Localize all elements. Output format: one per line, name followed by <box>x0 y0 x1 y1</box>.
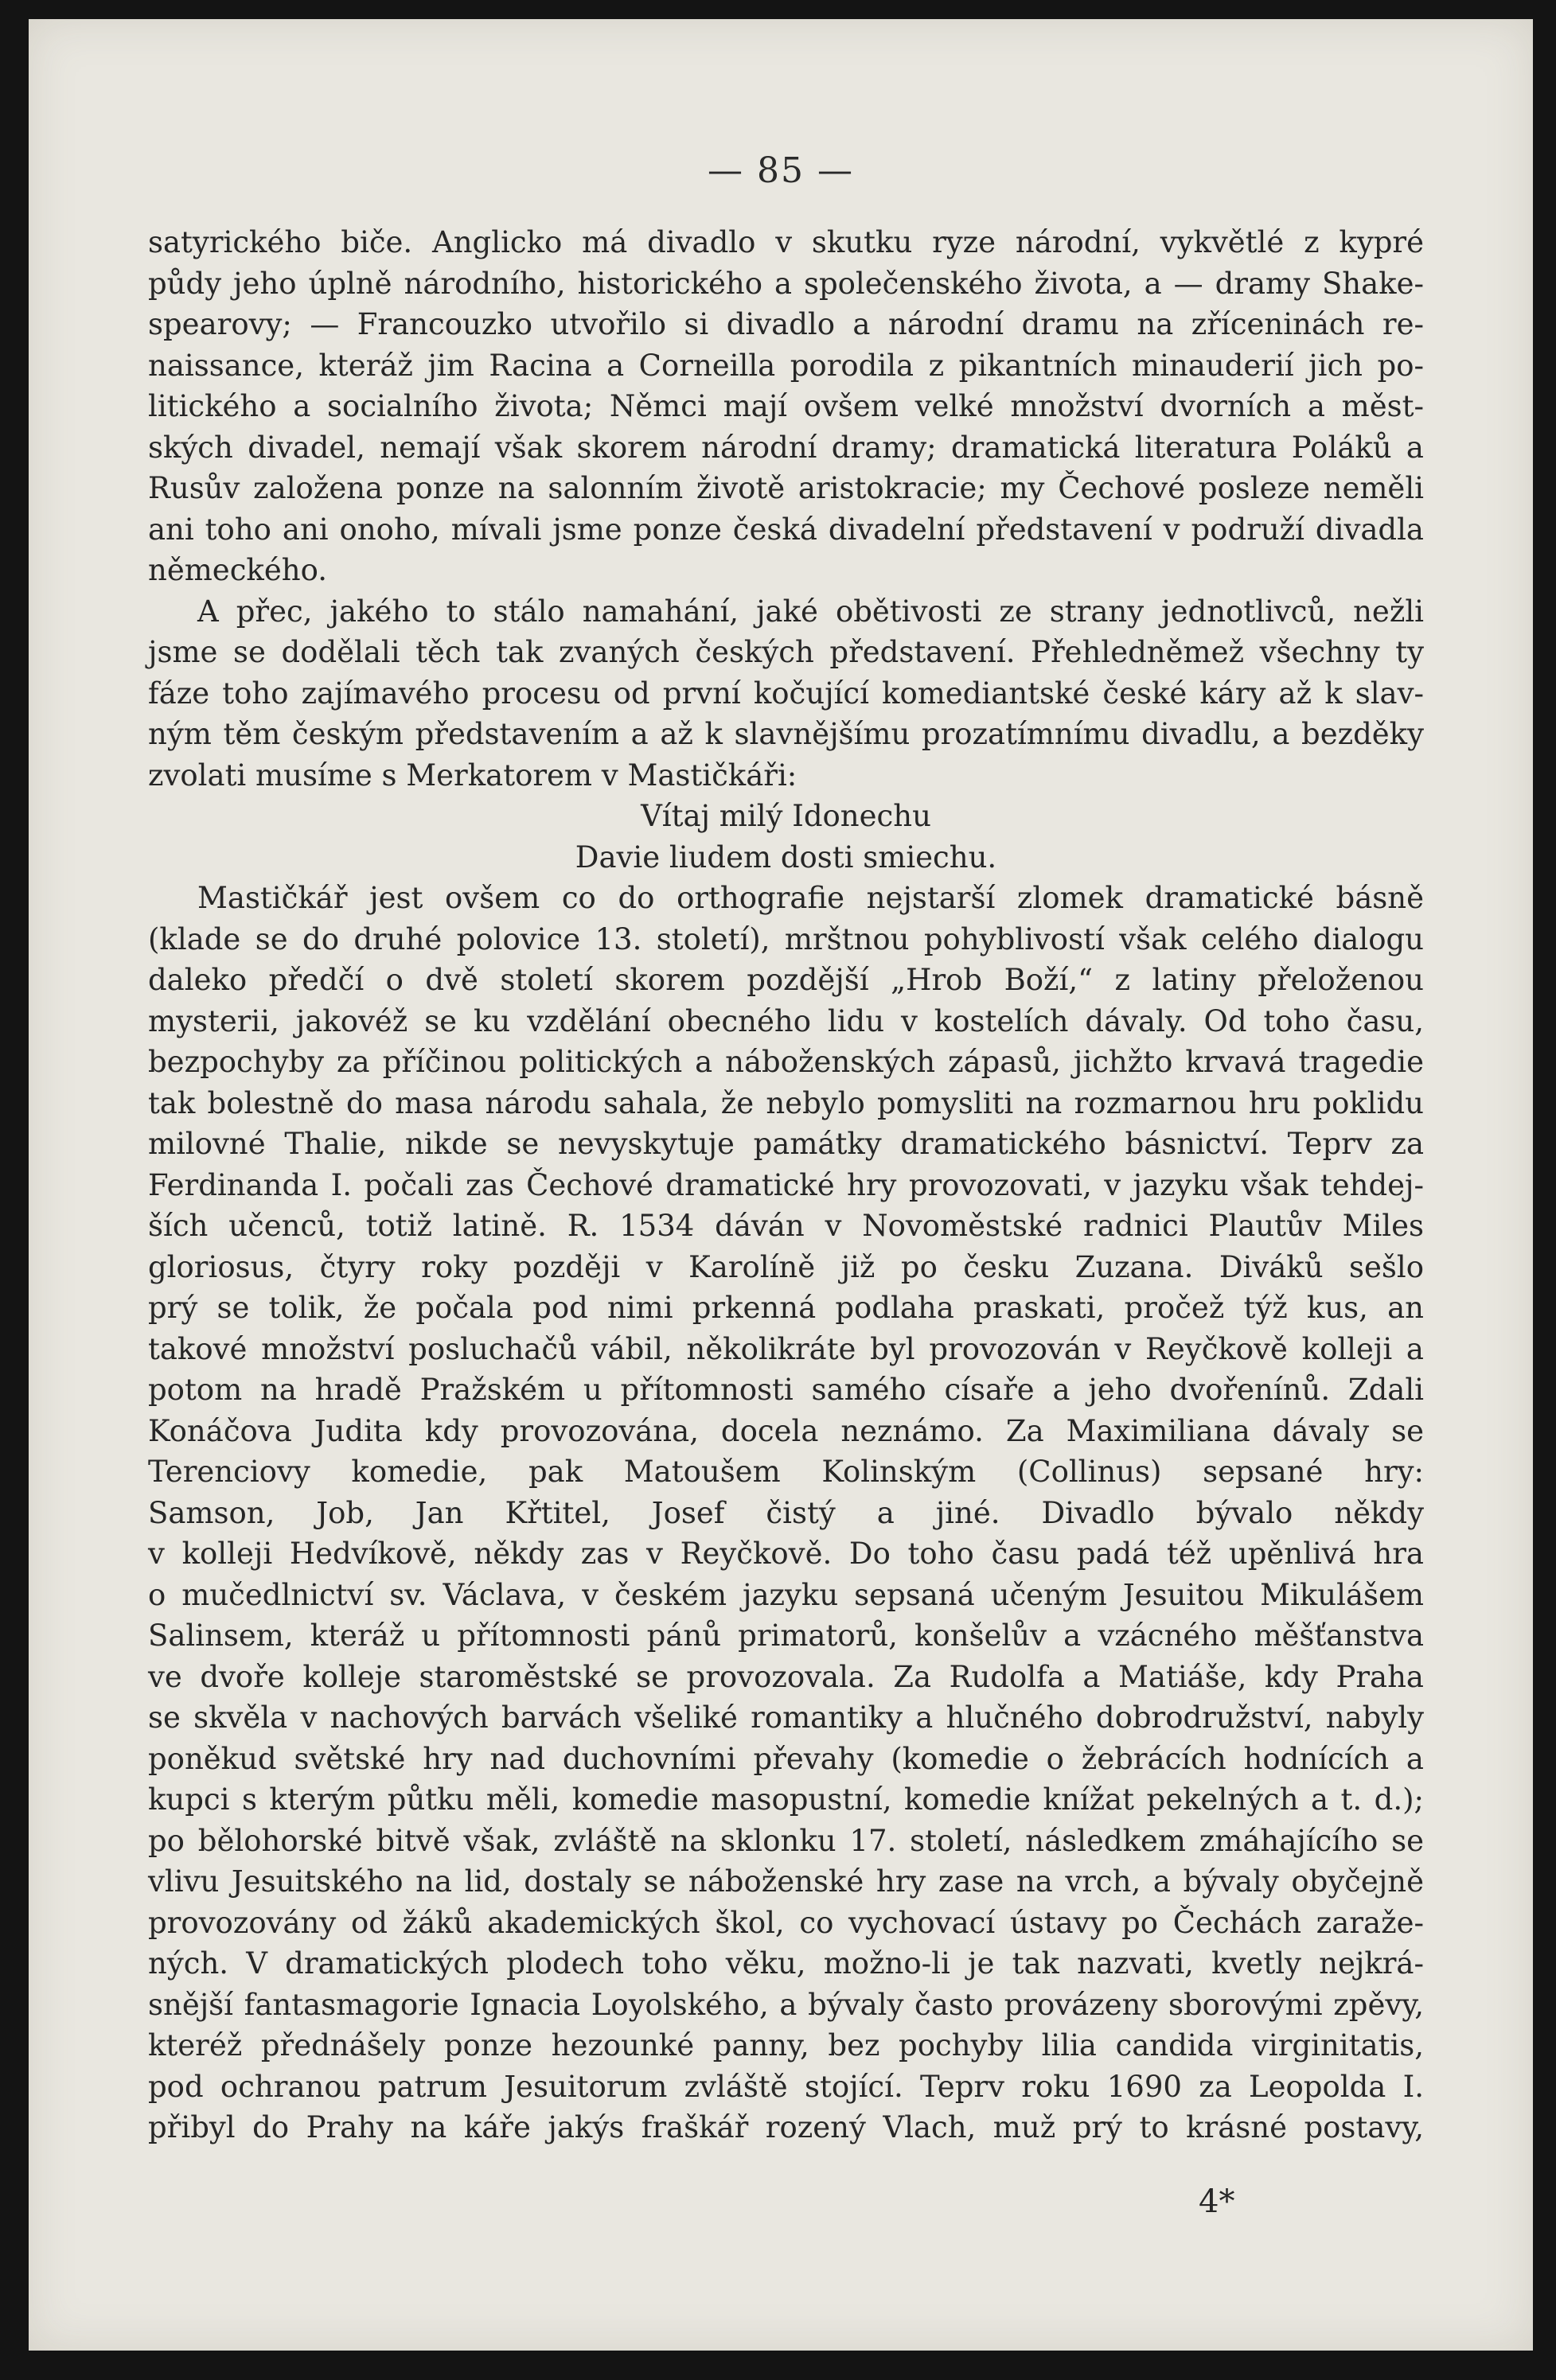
text-line-7: Rusův založena ponze na salonním životě aristokracie; my Čechové posleze neměli <box>148 471 1424 505</box>
text-line-18: (klade se do druhé polovice 13. století), mrštnou pohyblivostí však celého dialogu <box>148 921 1424 956</box>
text-line-47: přibyl do Prahy na káře jakýs fraškář rozený Vlach, muž prý to krásné postavy, <box>148 2110 1424 2144</box>
text-line-22: tak bolestně do masa národu sahala, že nebylo pomysliti na rozmarnou hru poklidu <box>148 1085 1424 1120</box>
running-head: — 85 — <box>708 150 854 191</box>
text-line-10: A přec, jakého to stálo namahání, jaké obětivosti ze strany jednotlivců, nežli <box>197 594 1424 629</box>
text-line-19: daleko předčí o dvě století skorem pozdější „Hrob Boží,“ z latiny přeloženou <box>148 963 1424 997</box>
text-line-12: fáze toho zajímavého procesu od první kočující komediantské české káry až k slav- <box>148 676 1424 711</box>
text-line-14: zvolati musíme s Merkatorem v Mastičkáři: <box>148 758 797 793</box>
text-line-3: spearovy; — Francouzko utvořilo si divadlo a národní dramu na zříceninách re- <box>148 307 1424 341</box>
text-line-25: ších učenců, totiž latině. R. 1534 dáván v Novoměstské radnici Plautův Miles <box>148 1209 1424 1243</box>
verse-line-1: Vítaj milý Idonechu <box>641 799 931 833</box>
text-line-35: Salinsem, kteráž u přítomnosti pánů primatorů, konšelův a vzácného měšťanstva <box>148 1618 1424 1653</box>
text-line-30: Konáčova Judita kdy provozována, docela neznámo. Za Maximiliana dávaly se <box>148 1413 1424 1448</box>
signature-mark: 4* <box>1199 2183 1235 2220</box>
text-line-45: kteréž přednášely ponze hezounké panny, bez pochyby lilia candida virginitatis, <box>148 2028 1424 2063</box>
text-line-11: jsme se dodělali těch tak zvaných českých představení. Přehledněmež všechny ty <box>148 635 1424 669</box>
text-line-28: takové množství posluchačů vábil, několikráte byl provozován v Reyčkově kolleji a <box>148 1331 1424 1366</box>
text-line-23: milovné Thalie, nikde se nevyskytuje památky dramatického básnictví. Teprv za <box>148 1127 1424 1161</box>
text-line-31: Terenciovy komedie, pak Matoušem Kolinským (Collinus) sepsané hry: <box>148 1455 1424 1489</box>
text-line-2: půdy jeho úplně národního, historického a společenského života, a — dramy Shake- <box>148 266 1424 301</box>
text-line-17: Mastičkář jest ovšem co do orthografie nejstarší zlomek dramatické básně <box>197 881 1424 915</box>
text-line-27: prý se tolik, že počala pod nimi prkenná podlaha praskati, pročež týž kus, an <box>148 1291 1424 1325</box>
text-line-46: pod ochranou patrum Jesuitorum zvláště stojící. Teprv roku 1690 za Leopolda I. <box>148 2069 1424 2104</box>
text-line-36: ve dvoře kolleje staroměstské se provozovala. Za Rudolfa a Matiáše, kdy Praha <box>148 1659 1424 1694</box>
text-line-1: satyrického biče. Anglicko má divadlo v skutku ryze národní, vykvětlé z kypré <box>148 225 1424 259</box>
text-line-43: ných. V dramatických plodech toho věku, možno-li je tak nazvati, kvetly nejkrá- <box>148 1946 1424 1981</box>
body-text <box>148 222 1424 2148</box>
book-page <box>29 19 1533 2351</box>
text-line-5: litického a socialního života; Němci mají ovšem velké množství dvorních a měst- <box>148 389 1424 423</box>
text-line-41: vlivu Jesuitského na lid, dostaly se náboženské hry zase na vrch, a bývaly obyčejně <box>148 1864 1424 1899</box>
text-line-33: v kolleji Hedvíkově, někdy zas v Reyčkově. Do toho času padá též upěnlivá hra <box>148 1537 1424 1571</box>
text-line-24: Ferdinanda I. počali zas Čechové dramatické hry provozovati, v jazyku však tehdej- <box>148 1167 1424 1202</box>
text-line-6: ských divadel, nemají však skorem národní dramy; dramatická literatura Poláků a <box>148 430 1424 465</box>
text-line-37: se skvěla v nachových barvách všeliké romantiky a hlučného dobrodružství, nabyly <box>148 1700 1424 1735</box>
text-line-9: německého. <box>148 553 327 587</box>
text-line-40: po bělohorské bitvě však, zvláště na sklonku 17. století, následkem zmáhajícího se <box>148 1823 1424 1858</box>
text-line-13: ným těm českým představením a až k slavnějšímu prozatímnímu divadlu, a bezděky <box>148 717 1424 751</box>
text-line-26: gloriosus, čtyry roky později v Karolíně již po česku Zuzana. Diváků sešlo <box>148 1249 1424 1284</box>
text-line-42: provozovány od žáků akademických škol, co vychovací ústavy po Čechách zaraže- <box>148 1905 1424 1940</box>
text-line-20: mysterii, jakovéž se ku vzdělání obecného lidu v kostelích dávaly. Od toho času, <box>148 1003 1424 1038</box>
text-line-8: ani toho ani onoho, mívali jsme ponze česká divadelní představení v podruží divadla <box>148 512 1424 547</box>
text-line-38: poněkud světské hry nad duchovními převahy (komedie o žebrácích hodnících a <box>148 1741 1424 1776</box>
text-line-32: Samson, Job, Jan Křtitel, Josef čistý a jiné. Divadlo bývalo někdy <box>148 1495 1424 1530</box>
verse-line-2: Davie liudem dosti smiechu. <box>575 839 997 874</box>
text-line-4: naissance, kteráž jim Racina a Corneilla porodila z pikantních minauderií jich po- <box>148 348 1424 383</box>
text-line-44: snější fantasmagorie Ignacia Loyolského, a bývaly často provázeny sborovými zpěvy, <box>148 1987 1424 2022</box>
text-line-34: o mučedlnictví sv. Václava, v českém jazyku sepsaná učeným Jesuitou Mikulášem <box>148 1577 1424 1612</box>
text-line-39: kupci s kterým půtku měli, komedie masopustní, komedie knížat pekelných a t. d.); <box>148 1782 1424 1817</box>
text-line-21: bezpochyby za příčinou politických a náboženských zápasů, jichžto krvavá tragedie <box>148 1045 1424 1079</box>
text-line-29: potom na hradě Pražském u přítomnosti samého císaře a jeho dvořenínů. Zdali <box>148 1373 1424 1407</box>
